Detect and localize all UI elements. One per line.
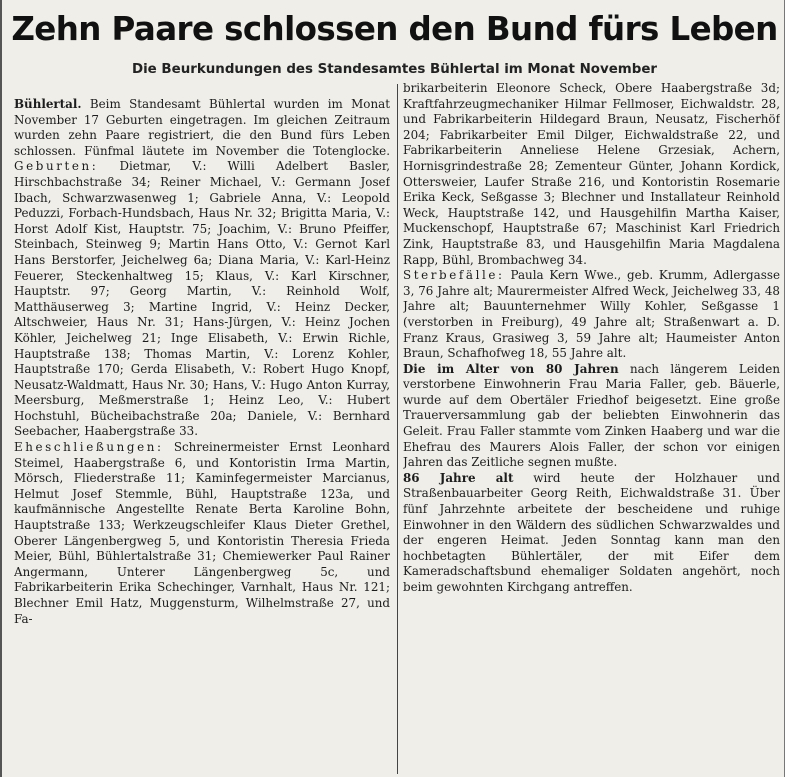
intro-text: Beim Standesamt Bühlertal wurden im Monat November 17 Geburten eingetragen. Im gleichen Zeitraum wurden zehn Paare registriert, die den Bund fürs Leben schlossen. Fünfmal läutete im November die Totenglocke. [14, 97, 390, 158]
intro-paragraph [14, 97, 390, 440]
obituary-lead: Die im Alter von 80 Jahren [403, 361, 619, 376]
obituary-text: nach längerem Leiden verstorbene Einwohnerin Frau Maria Faller, geb. Bäuerle, wurde auf dem Obertäler Friedhof beigesetzt. Eine große Trauerversammlung gab der beliebten Einwohnerin das Geleit. Frau Faller stammte vom Zinken Haaberg und war die Ehefrau des Maurers Alois Faller, der schon vor einigen Jahren das Zeitliche segnen mußte. [403, 361, 780, 470]
marriages-heading: Eheschließungen: [14, 440, 164, 455]
birthday-lead: 86 Jahre alt [403, 470, 514, 485]
headline: Zehn Paare schlossen den Bund fürs Leben [11, 10, 778, 48]
obituary-paragraph [403, 362, 780, 471]
birthday-paragraph [403, 471, 780, 596]
marriages-paragraph [14, 440, 390, 627]
deaths-heading: Sterbefälle: [403, 268, 505, 283]
deaths-text: Paula Kern Wwe., geb. Krumm, Adlergasse 3, 76 Jahre alt; Maurermeister Alfred Weck, Jeichelweg 33, 48 Jahre alt; Bauunternehmer Willy Kohler, Seßgasse 1 (verstorben in Freiburg), 49 Jahre alt; Straßenwart a. D. Franz Kraus, Grasiweg 3, 59 Jahre alt; Haumeister Anton Braun, Schafhofweg 18, 55 Jahre alt. [403, 268, 780, 361]
deaths-paragraph [403, 268, 780, 362]
birthday-text: wird heute der Holzhauer und Straßenbauarbeiter Georg Reith, Eichwaldstraße 31. Über fünf Jahrzehnte arbeitete der bescheidene und ruhige Einwohner in den Wäldern des südlichen Schwarzwaldes und der engeren Heimat. Jeden Sonntag kann man den hochbetagten Bühlertäler, der mit Eifer dem Kameradschaftsbund ehemaliger Soldaten angehört, noch beim gewohnten Kirchgang antreffen. [403, 470, 780, 594]
right-column [403, 81, 780, 757]
left-column [14, 97, 390, 773]
intro-lead: Bühlertal. [14, 97, 82, 111]
column-divider [397, 84, 398, 774]
marriages-text: Schreinermeister Ernst Leonhard Steimel, Haabergstraße 6, und Kontoristin Irma Martin, Mörsch, Fliederstraße 11; Kaminfegermeister Marcianus, Helmut Josef Stemmle, Bühl, Hauptstraße 123a, und kaufmännische Angestellte Renate Berta Karoline Bohn, Hauptstraße 133; Werkzeugschleifer Klaus Dieter Grethel, Oberer Längenbergweg 5, und Kontoristin Theresia Frieda Meier, Bühl, Bühlertalstraße 31; Chemiewerker Paul Rainer Angermann, Unterer Längenbergweg 5c, und Fabrikarbeiterin Erika Schechinger, Varnhalt, Haus Nr. 121; Blechner Emil Hatz, Muggensturm, Wilhelmstraße 27, und Fa- [14, 440, 390, 626]
births-heading: Geburten: [14, 159, 99, 174]
births-text: Dietmar, V.: Willi Adelbert Basler, Hirschbachstraße 34; Reiner Michael, V.: Germann Josef Ibach, Schwarzwasenweg 1; Gabriele Anna, V.: Leopold Peduzzi, Forbach-Hundsbach, Haus Nr. 32; Brigitta Maria, V.: Horst Adolf Kist, Hauptstr. 75; Joachim, V.: Bruno Pfeiffer, Steinbach, Steinweg 9; Martin Hans Otto, V.: Gernot Karl Hans Berstorfer, Jeichelweg 6a; Diana Maria, V.: Karl-Heinz Feuerer, Steckenhaltweg 15; Klaus, V.: Karl Kirschner, Hauptstr. 97; Georg Martin, V.: Reinhold Wolf, Matthäuserweg 3; Martine Ingrid, V.: Heinz Decker, Altschweier, Haus Nr. 31; Hans-Jürgen, V.: Heinz Jochen Köhler, Jeichelweg 21; Inge Elisabeth, V.: Erwin Richle, Hauptstraße 138; Thomas Martin, V.: Lorenz Kohler, Hauptstraße 170; Gerda Elisabeth, V.: Robert Hugo Knopf, Neusatz-Waldmatt, Haus Nr. 30; Hans, V.: Hugo Anton Kurray, Meersburg, Meßmerstraße 1; Heinz Leo, V.: Hubert Hochstuhl, Bücheibachstraße 20a; Daniele, V.: Bernhard Seebacher, Haabergstraße 33. [14, 159, 390, 439]
subheadline: Die Beurkundungen des Standesamtes Bühlertal im Monat November [131, 62, 658, 77]
marriages-continued: brikarbeiterin Eleonore Scheck, Obere Haabergstraße 3d; Kraftfahrzeugmechaniker Hilmar Fellmoser, Eichwaldstr. 28, und Fabrikarbeiterin Hildegard Braun, Neusatz, Fischerhöf 204; Fabrikarbeiter Emil Dilger, Eichwaldstraße 22, und Fabrikarbeiterin Anneliese Helene Grzesiak, Achern, Hornisgrindestraße 28; Zementeur Günter, Johann Kordick, Ottersweier, Laufer Straße 216, und Kontoristin Rosemarie Erika Keck, Seßgasse 3; Blechner und Installateur Reinhold Weck, Hauptstraße 142, und Hausgehilfin Martha Kaiser, Muckenschopf, Hauptstraße 67; Maschinist Karl Friedrich Zink, Hauptstraße 83, und Hausgehilfin Maria Magdalena Rapp, Bühl, Brombachweg 34. [403, 81, 780, 267]
